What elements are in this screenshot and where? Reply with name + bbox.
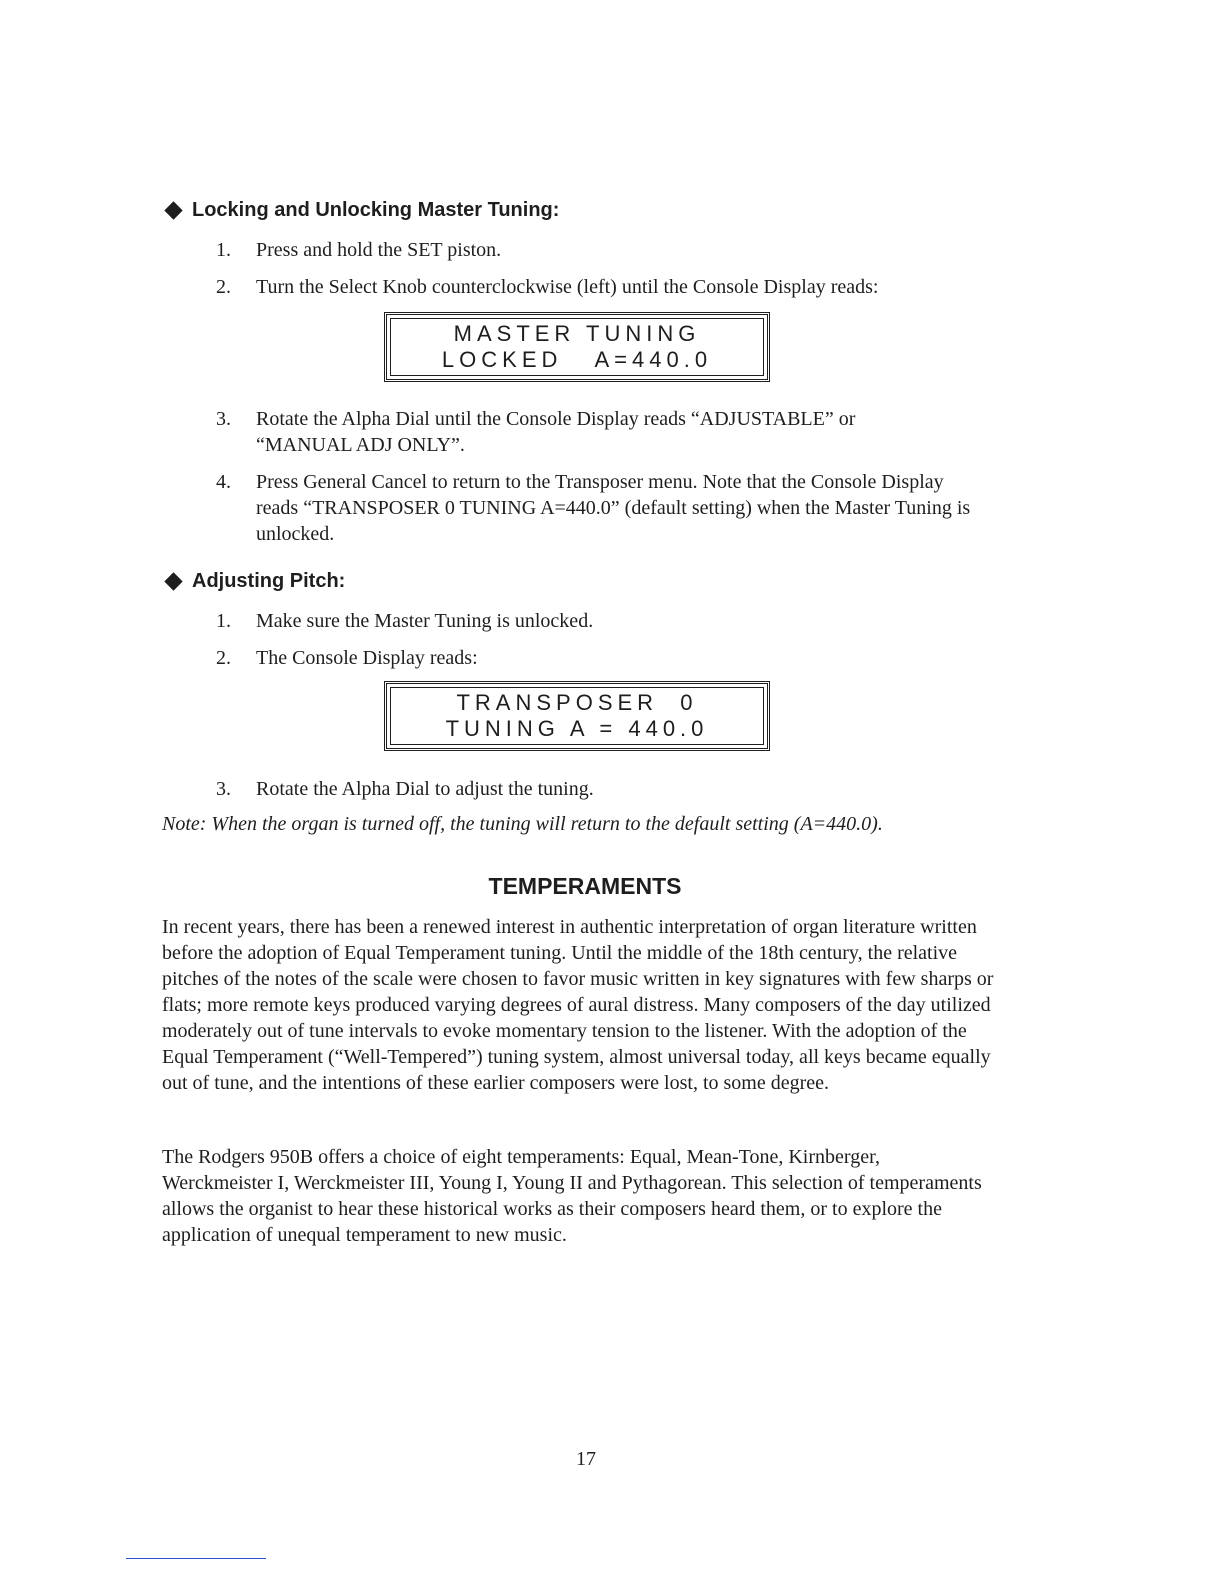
step-text: Make sure the Master Tuning is unlocked. <box>256 610 594 632</box>
step-text: Turn the Select Knob counterclockwise (left) until the Console Display reads: <box>256 276 879 298</box>
step-text: Rotate the Alpha Dial to adjust the tuning. <box>256 778 594 800</box>
display-line-1: TRANSPOSER 0 <box>456 690 698 715</box>
display-line-2: LOCKED A=440.0 <box>441 347 713 372</box>
step-number: 4. <box>216 471 231 493</box>
step-text: Rotate the Alpha Dial until the Console Display reads “ADJUSTABLE” or “MANUAL ADJ ONLY”. <box>256 408 856 456</box>
step-number: 3. <box>216 408 231 430</box>
step-text: Press General Cancel to return to the Transposer menu. Note that the Console Display reads “TRANSPOSER 0 TUNING A=440.0” (default setting) when the Master Tuning is unlocked. <box>256 471 971 545</box>
step-number: 2. <box>216 647 231 669</box>
list-item <box>216 469 986 547</box>
paragraph-temperaments-options: The Rodgers 950B offers a choice of eight temperaments: Equal, Mean-Tone, Kirnberger, Werckmeister I, Werckmeister III, Young I, Young II and Pythagorean. This selection of temperaments allows the organist to hear these historical works as their composers heard them, or to explore the application of unequal temperament to new music. <box>162 1146 982 1246</box>
page-number: 17 <box>576 1448 596 1470</box>
display-line-1: MASTER TUNING <box>453 321 701 346</box>
step-number: 1. <box>216 239 231 261</box>
step-text: Press and hold the SET piston. <box>256 239 502 261</box>
display-line-2: TUNING A = 440.0 <box>445 716 709 741</box>
paragraph-temperaments-history: In recent years, there has been a renewed interest in authentic interpretation of organ literature written before the adoption of Equal Temperament tuning. Until the middle of the 18th century, the relative pitches of the notes of the scale were chosen to favor music written in key signatures with few sharps or flats; more remote keys produced varying degrees of aural distress. Many composers of the day utilized moderately out of tune intervals to evoke momentary tension to the listener. With the adoption of the Equal Temperament (“Well-Tempered”) tuning system, almost universal today, all keys became equally out of tune, and the intentions of these earlier composers were lost, to some degree. <box>162 916 994 1094</box>
list-item <box>216 608 996 634</box>
step-number: 2. <box>216 276 231 298</box>
list-item <box>216 237 996 263</box>
list-item <box>216 645 996 671</box>
list-item <box>216 406 956 458</box>
console-display-master-tuning <box>384 312 770 382</box>
step-number: 1. <box>216 610 231 632</box>
note-text: Note: When the organ is turned off, the tuning will return to the default setting (A=440.0). <box>162 813 883 835</box>
step-text: The Console Display reads: <box>256 647 478 669</box>
section-heading-master-tuning <box>164 199 559 222</box>
section-heading-adjusting-pitch <box>164 570 345 593</box>
list-item <box>216 776 996 802</box>
step-number: 3. <box>216 778 231 800</box>
diamond-bullet-icon <box>164 201 182 219</box>
heading-text: Adjusting Pitch: <box>192 570 346 592</box>
footer-rule <box>126 1558 266 1559</box>
diamond-bullet-icon <box>164 572 182 590</box>
console-display-transposer <box>384 681 770 751</box>
list-item <box>216 274 996 300</box>
section-title-temperaments: TEMPERAMENTS <box>488 873 682 899</box>
heading-text: Locking and Unlocking Master Tuning: <box>192 199 560 221</box>
